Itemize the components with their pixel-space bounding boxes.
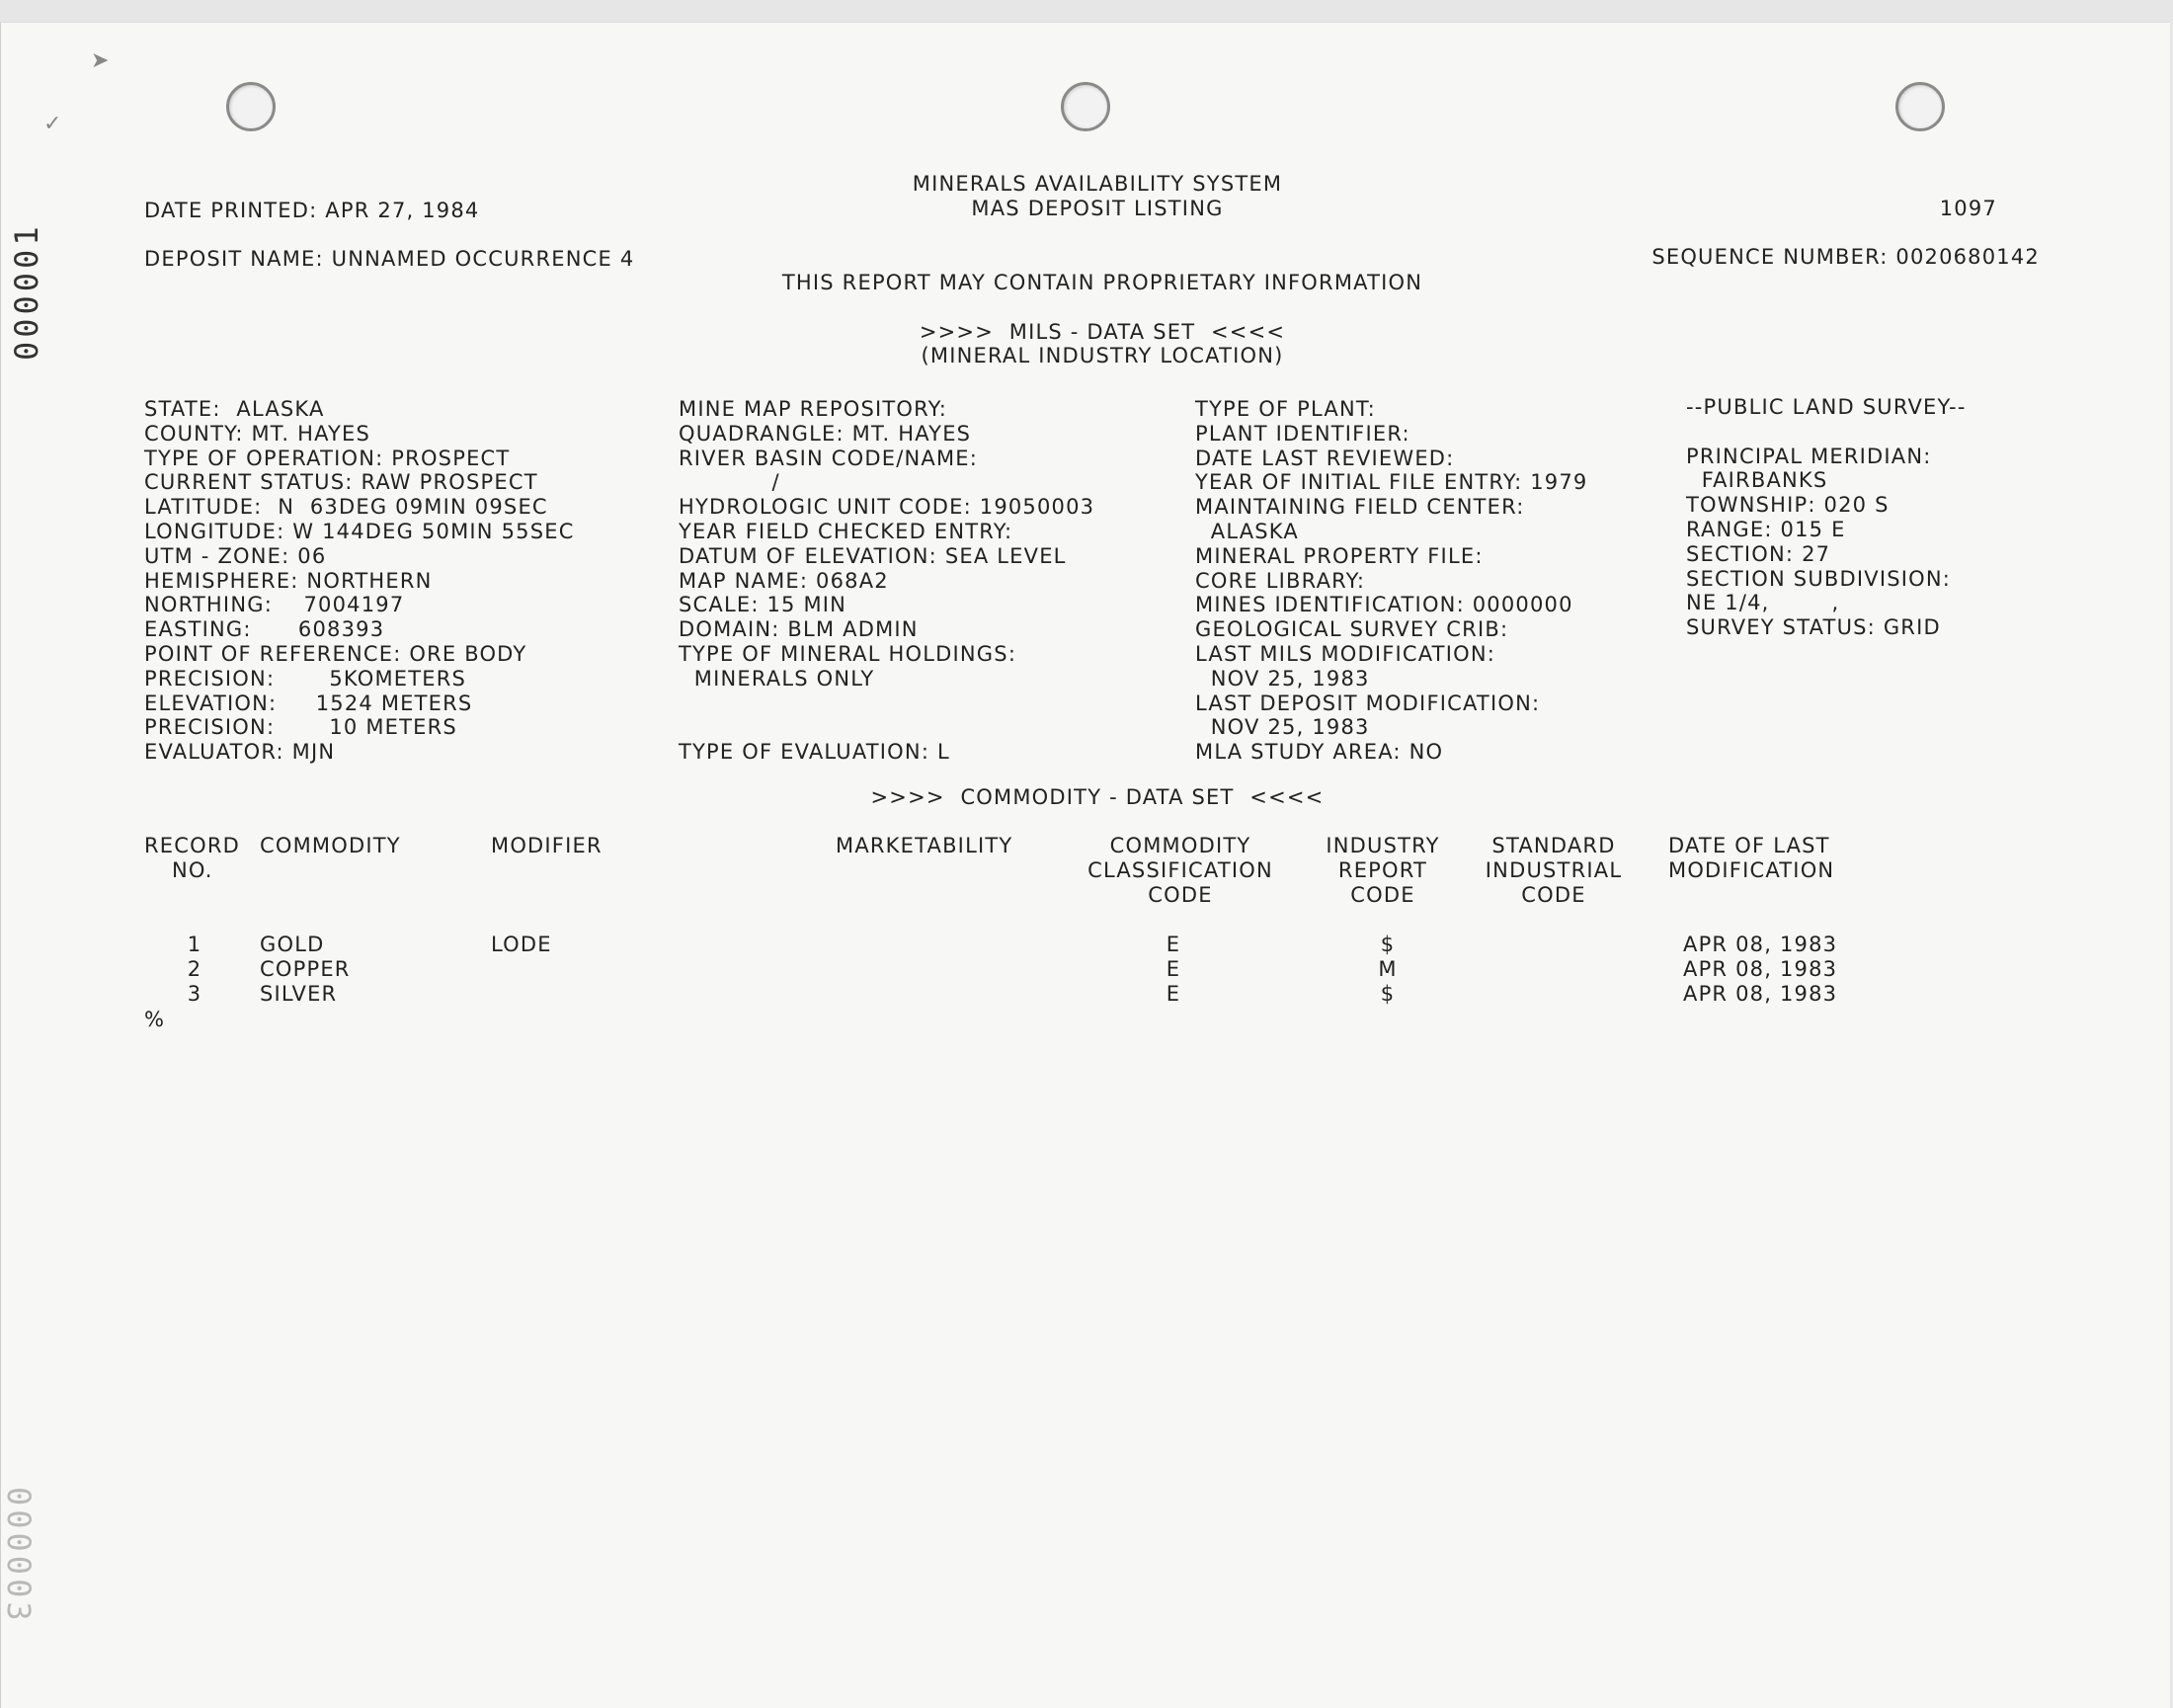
mils-field: TYPE OF MINERAL HOLDINGS: — [679, 642, 1017, 666]
column-header-standard: STANDARD — [1491, 834, 1616, 857]
column-header-industry: CODE — [1350, 883, 1415, 907]
mils-field: HYDROLOGIC UNIT CODE: 19050003 — [679, 495, 1095, 519]
mils-field: PLANT IDENTIFIER: — [1195, 422, 1410, 446]
mils-field: EVALUATOR: MJN — [144, 740, 336, 764]
column-header-industry: INDUSTRY — [1326, 834, 1440, 857]
mils-field: CURRENT STATUS: RAW PROSPECT — [144, 470, 538, 494]
mils-field: SURVEY STATUS: GRID — [1686, 615, 1941, 639]
mils-field: MINE MAP REPOSITORY: — [679, 397, 948, 421]
column-header-classification: CLASSIFICATION — [1087, 858, 1273, 882]
mils-field: LATITUDE: N 63DEG 09MIN 09SEC — [144, 495, 548, 519]
column-header-date: DATE OF LAST — [1668, 834, 1830, 857]
column-header-date: MODIFICATION — [1668, 858, 1835, 882]
page-stamp-bottom: 000003 — [0, 1487, 38, 1625]
mils-field: MINERAL PROPERTY FILE: — [1195, 544, 1484, 568]
listing-title: MAS DEPOSIT LISTING — [971, 197, 1224, 220]
column-header-classification: COMMODITY — [1109, 834, 1251, 857]
mils-field: NOV 25, 1983 — [1195, 667, 1370, 691]
mils-field: LAST DEPOSIT MODIFICATION: — [1195, 691, 1541, 715]
mils-field: GEOLOGICAL SURVEY CRIB: — [1195, 617, 1509, 641]
punch-hole-right — [1895, 82, 1945, 131]
mils-field: ELEVATION: 1524 METERS — [144, 691, 473, 715]
cell-report_code: M — [1378, 957, 1398, 981]
cell-no: 2 — [187, 957, 202, 981]
mils-field: POINT OF REFERENCE: ORE BODY — [144, 642, 527, 666]
mils-field: QUADRANGLE: MT. HAYES — [679, 422, 972, 446]
mils-field: HEMISPHERE: NORTHERN — [144, 569, 433, 593]
cell-modifier: LODE — [491, 933, 552, 956]
column-header-industry: REPORT — [1337, 858, 1428, 882]
cell-date: APR 08, 1983 — [1683, 982, 1838, 1006]
mils-field: --PUBLIC LAND SURVEY-- — [1686, 395, 1967, 419]
mils-field: MINES IDENTIFICATION: 0000000 — [1195, 593, 1573, 616]
mils-field: MAINTAINING FIELD CENTER: — [1195, 495, 1525, 519]
pencil-squiggle-icon: ✓ — [43, 111, 62, 135]
mils-section-subtitle: (MINERAL INDUSTRY LOCATION) — [921, 344, 1284, 367]
column-header-record: RECORD — [144, 834, 241, 857]
mils-field: DATUM OF ELEVATION: SEA LEVEL — [679, 544, 1067, 568]
mils-field: LAST MILS MODIFICATION: — [1195, 642, 1496, 666]
mils-field: EASTING: 608393 — [144, 617, 385, 641]
cell-class_code: E — [1166, 933, 1181, 956]
mils-field: MAP NAME: 068A2 — [679, 569, 889, 593]
cell-commodity: GOLD — [260, 933, 325, 956]
cell-no: 1 — [187, 933, 202, 956]
mils-field: CORE LIBRARY: — [1195, 569, 1366, 593]
mils-field: ALASKA — [1195, 520, 1299, 543]
mils-field: NOV 25, 1983 — [1195, 715, 1370, 739]
column-header-standard: INDUSTRIAL — [1485, 858, 1623, 882]
system-title: MINERALS AVAILABILITY SYSTEM — [912, 172, 1283, 196]
mils-field: MLA STUDY AREA: NO — [1195, 740, 1444, 764]
column-header-record: NO. — [172, 858, 213, 882]
mils-field: SECTION: 27 — [1686, 542, 1831, 566]
mils-field: COUNTY: MT. HAYES — [144, 422, 371, 446]
end-of-record-mark: % — [144, 1008, 166, 1031]
mils-field: DATE LAST REVIEWED: — [1195, 447, 1455, 470]
cell-report_code: $ — [1380, 982, 1396, 1006]
date-printed: DATE PRINTED: APR 27, 1984 — [144, 199, 480, 222]
mils-field: SCALE: 15 MIN — [679, 593, 847, 616]
column-header-marketability: MARKETABILITY — [836, 834, 1013, 857]
mils-field: RANGE: 015 E — [1686, 518, 1846, 541]
mils-field: TOWNSHIP: 020 S — [1686, 493, 1890, 517]
proprietary-notice: THIS REPORT MAY CONTAIN PROPRIETARY INFORMATION — [781, 271, 1423, 294]
mils-field: STATE: ALASKA — [144, 397, 325, 421]
cell-report_code: $ — [1380, 933, 1396, 956]
mils-field: YEAR OF INITIAL FILE ENTRY: 1979 — [1195, 470, 1588, 494]
deposit-name: DEPOSIT NAME: UNNAMED OCCURRENCE 4 — [144, 247, 635, 271]
cell-class_code: E — [1166, 957, 1181, 981]
mils-field: UTM - ZONE: 06 — [144, 544, 327, 568]
mils-field: TYPE OF PLANT: — [1195, 397, 1376, 421]
cell-no: 3 — [187, 982, 202, 1006]
mils-field: DOMAIN: BLM ADMIN — [679, 617, 919, 641]
mils-field: PRINCIPAL MERIDIAN: — [1686, 445, 1932, 468]
punch-hole-center — [1061, 82, 1110, 131]
mils-field: TYPE OF OPERATION: PROSPECT — [144, 447, 511, 470]
page-stamp-top: 000001 — [8, 222, 45, 361]
mils-field: NE 1/4, , — [1686, 591, 1840, 614]
pencil-mark-icon: ➤ — [91, 47, 110, 72]
mils-field: TYPE OF EVALUATION: L — [679, 740, 950, 764]
cell-class_code: E — [1166, 982, 1181, 1006]
cell-commodity: SILVER — [260, 982, 338, 1006]
mils-field: MINERALS ONLY — [679, 667, 875, 691]
commodity-section-title: >>>> COMMODITY - DATA SET <<<< — [870, 785, 1325, 809]
mils-field: PRECISION: 5KOMETERS — [144, 667, 467, 691]
mils-field: LONGITUDE: W 144DEG 50MIN 55SEC — [144, 520, 575, 543]
mils-field: PRECISION: 10 METERS — [144, 715, 457, 739]
mils-field: SECTION SUBDIVISION: — [1686, 567, 1952, 591]
page-number: 1097 — [1939, 197, 1997, 220]
punch-hole-left — [226, 82, 276, 131]
mils-field: NORTHING: 7004197 — [144, 593, 405, 616]
cell-commodity: COPPER — [260, 957, 351, 981]
mils-field: RIVER BASIN CODE/NAME: — [679, 447, 979, 470]
mils-field: YEAR FIELD CHECKED ENTRY: — [679, 520, 1013, 543]
mils-section-title: >>>> MILS - DATA SET <<<< — [919, 320, 1286, 344]
mils-field: / — [679, 470, 780, 494]
column-header-commodity: COMMODITY — [260, 834, 401, 857]
sequence-number: SEQUENCE NUMBER: 0020680142 — [1651, 245, 2040, 269]
cell-date: APR 08, 1983 — [1683, 957, 1838, 981]
mils-field: FAIRBANKS — [1686, 468, 1828, 492]
column-header-standard: CODE — [1521, 883, 1586, 907]
cell-date: APR 08, 1983 — [1683, 933, 1838, 956]
column-header-modifier: MODIFIER — [491, 834, 603, 857]
column-header-classification: CODE — [1148, 883, 1213, 907]
